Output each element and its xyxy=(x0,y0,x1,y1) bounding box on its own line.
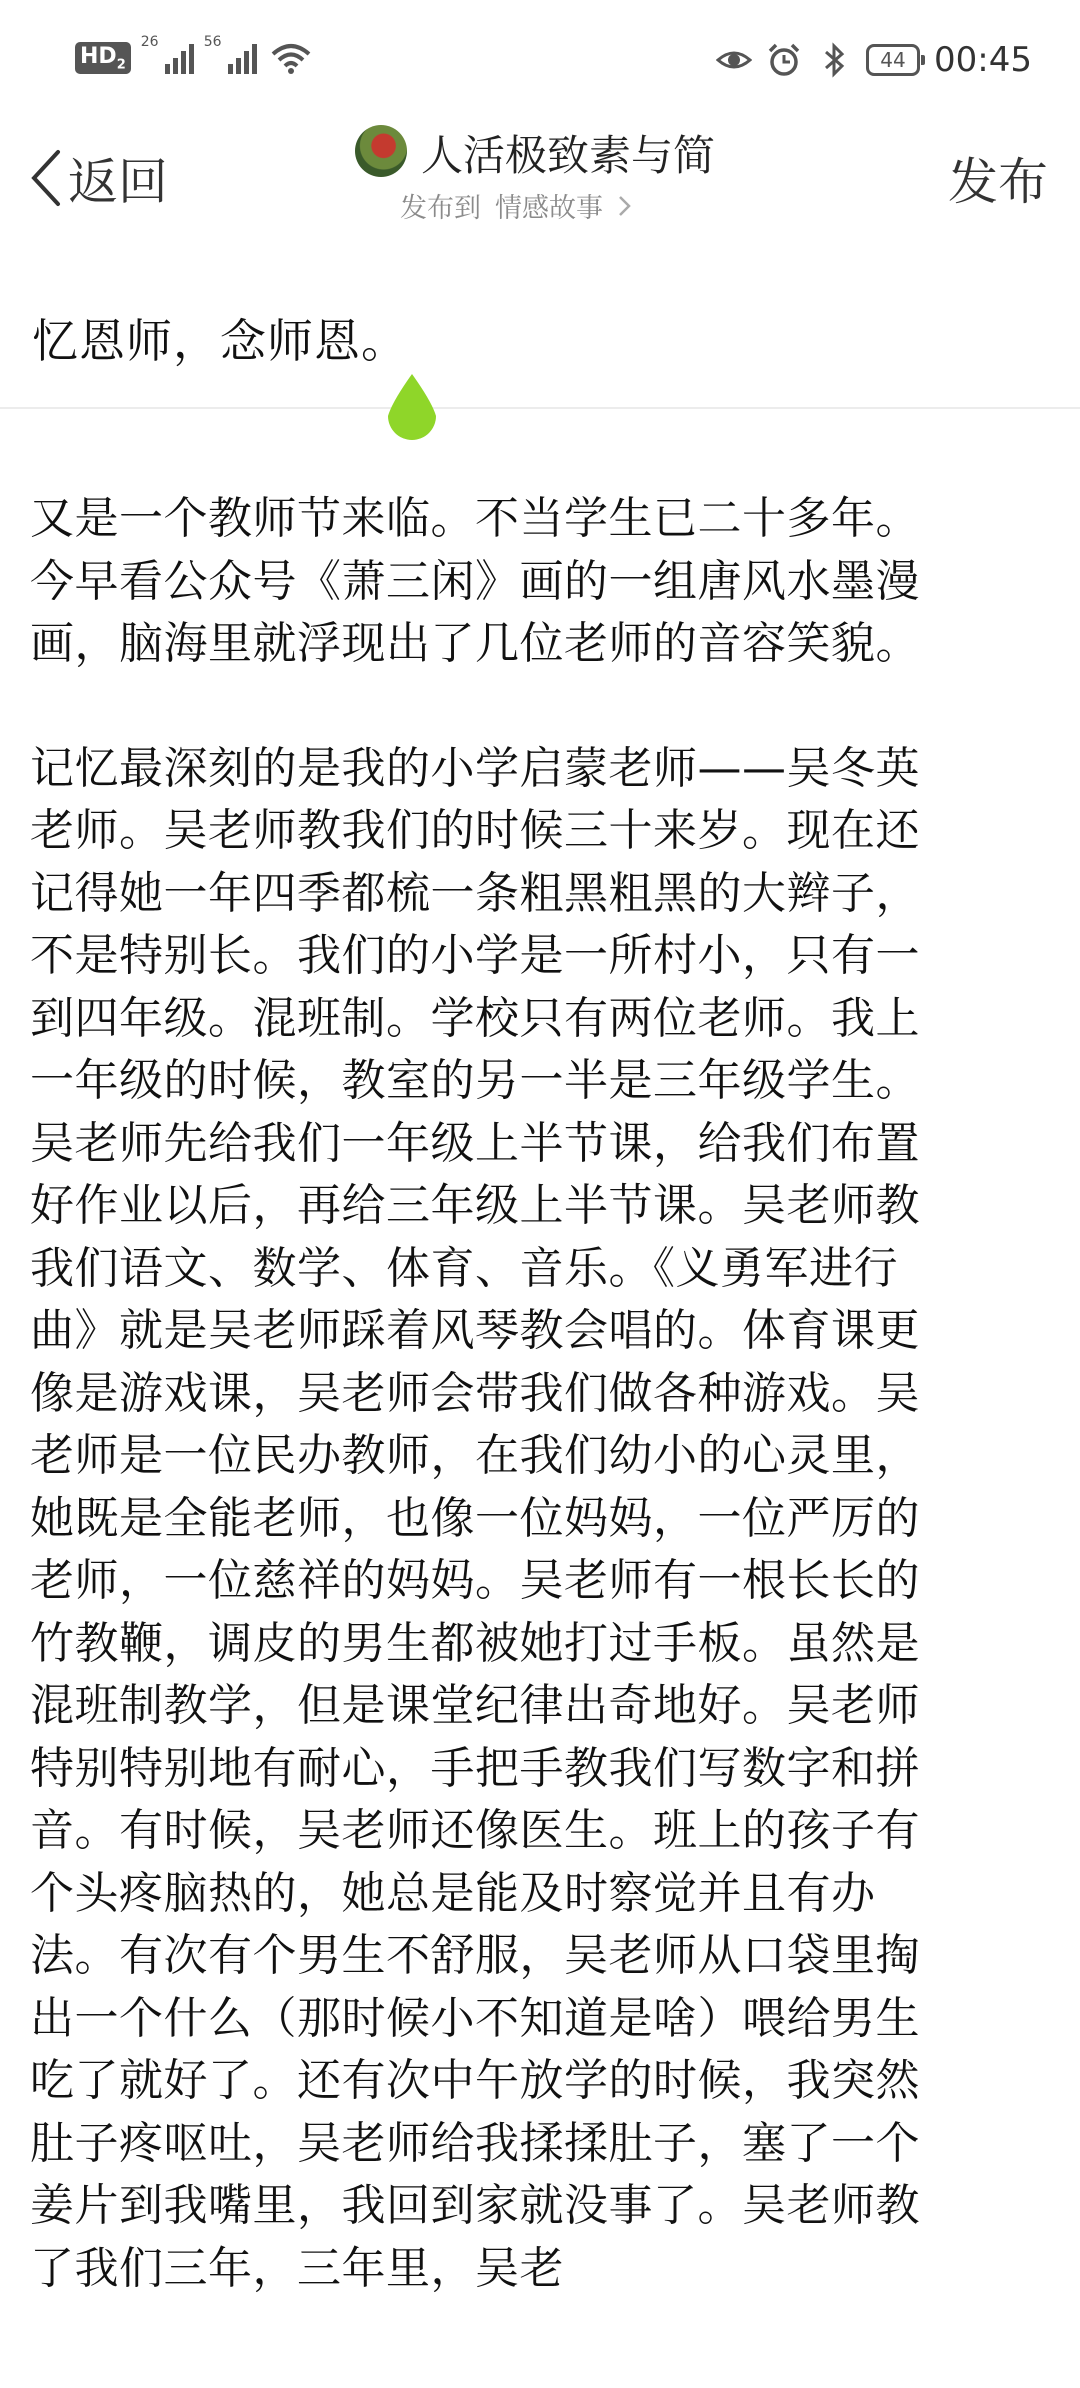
publish-target-category: 情感故事 xyxy=(495,193,603,224)
sim2-tag: 56 xyxy=(203,34,222,51)
publish-button[interactable]: 发布 xyxy=(948,153,1048,211)
wifi-icon xyxy=(271,42,311,74)
clock: 00:45 xyxy=(934,40,1032,80)
text-cursor-handle-icon[interactable] xyxy=(382,372,442,448)
battery-level: 44 xyxy=(880,48,906,72)
alarm-icon xyxy=(766,42,802,78)
status-right xyxy=(716,40,1032,80)
back-label: 返回 xyxy=(68,153,168,211)
article-paragraph: 记忆最深刻的是我的小学启蒙老师——吴冬英老师。吴老师教我们的时候三十来岁。现在还记得她一年四季都梳一条粗黑粗黑的大辫子，不是特别长。我们的小学是一所村小，只有一到四年级。混班制。学校只有两位老师。我上一年级的时候，教室的另一半是三年级学生。吴老师先给我们一年级上半节课，给我们布置好作业以后，再给三年级上半节课。吴老师教我们语文、数学、体育、音乐。《义勇军进行曲》就是吴老师踩着风琴教会唱的。体育课更像是游戏课，吴老师会带我们做各种游戏。吴老师是一位民办教师，在我们幼小的心灵里，她既是全能老师，也像一位妈妈，一位严厉的老师，一位慈祥的妈妈。吴老师有一根长长的竹教鞭，调皮的男生都被她打过手板。虽然是混班制教学，但是课堂纪律出奇地好。吴老师特别特别地有耐心，手把手教我们写数字和拼音。有时候，吴老师还像医生。班上的孩子有个头疼脑热的，她总是能及时察觉并且有办法。有次有个男生不舒服，吴老师从口袋里掏出一个什么（那时候小不知道是啥）喂给男生吃了就好了。还有次中午放学的时候，我突然肚子疼呕吐，吴老师给我揉揉肚子，塞了一个姜片到我嘴里，我回到家就没事了。吴老师教了我们三年，三年里，吴老 xyxy=(30,742,920,2294)
author-name: 人活极致素与简 xyxy=(421,131,716,180)
chevron-right-icon xyxy=(617,194,633,218)
battery-icon xyxy=(866,44,920,76)
publish-target-prefix: 发布到 xyxy=(400,193,481,224)
avatar[interactable] xyxy=(355,125,407,177)
chevron-left-icon xyxy=(28,148,64,208)
article-title-input[interactable]: 忆恩师，念师恩。 xyxy=(32,314,408,368)
eye-comfort-icon xyxy=(716,42,752,78)
title-divider xyxy=(0,407,1080,409)
hd-sub: 2 xyxy=(116,57,126,73)
signal-sim2-icon xyxy=(203,34,257,74)
status-bar xyxy=(0,0,1080,120)
hd-voice-icon xyxy=(75,42,131,74)
sim1-tag: 26 xyxy=(140,34,159,51)
publish-target[interactable] xyxy=(400,186,633,225)
bluetooth-icon xyxy=(816,42,852,78)
status-left xyxy=(75,34,311,74)
back-button[interactable] xyxy=(28,142,168,214)
top-nav xyxy=(0,120,1080,250)
article-body-editor[interactable] xyxy=(30,488,950,2300)
article-paragraph: 又是一个教师节来临。不当学生已二十多年。今早看公众号《萧三闲》画的一组唐风水墨漫画，脑海里就浮现出了几位老师的音容笑貌。 xyxy=(30,493,920,669)
hd-label: HD xyxy=(80,44,117,69)
signal-sim1-icon xyxy=(140,34,194,74)
